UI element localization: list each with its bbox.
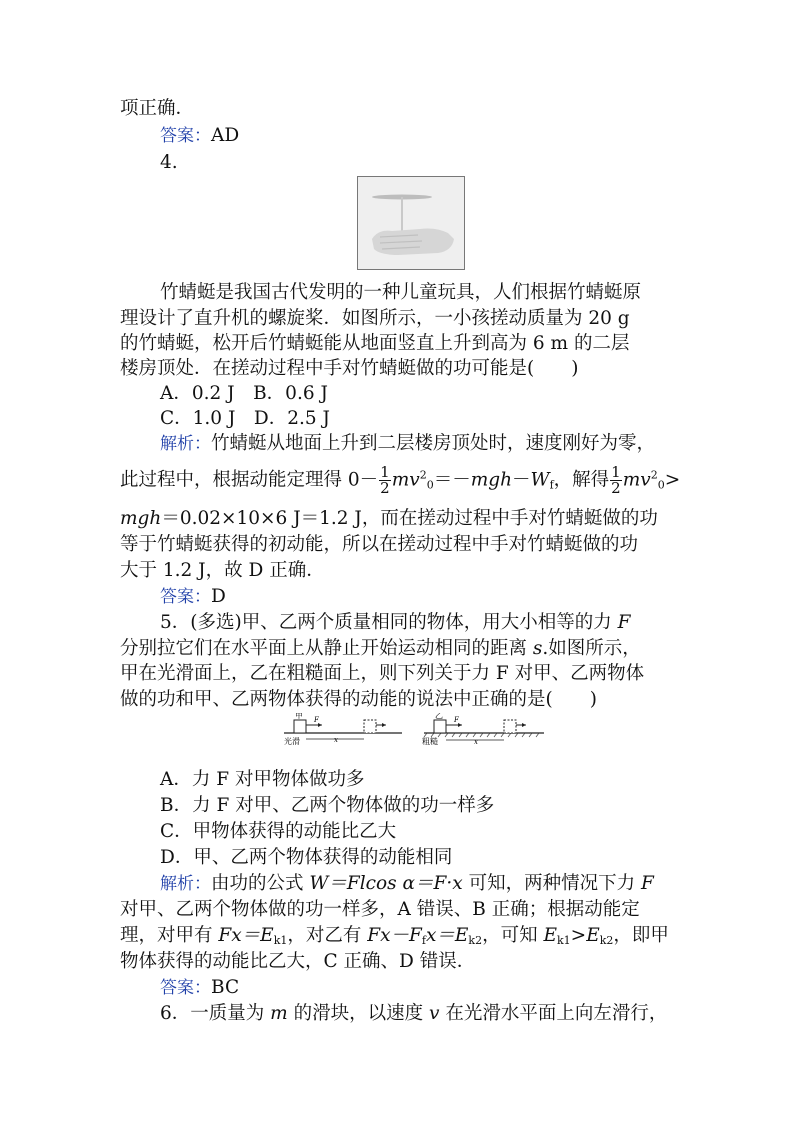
text-line: 等于竹蜻蜓获得的初动能，所以在搓动过程中手对竹蜻蜓做的功 — [120, 534, 639, 555]
label-yi: 乙 — [435, 713, 443, 720]
text-line: 对甲、乙两个物体做的功一样多，A 错误、B 正确；根据动能定 — [120, 899, 640, 920]
text-line: 大于 1.2 J，故 D 正确． — [120, 560, 325, 581]
text-line: 项正确． — [120, 98, 195, 119]
analysis-formula-line: 此过程中，根据动能定理得 0－ $\frac{1}{2}$ $mv^2_0=-mgh-W_f$，解得 $\frac{1}{2}$ $mv^2_0>$ — [120, 463, 681, 497]
option-line: D．甲、乙两个物体获得的动能相同 — [160, 847, 453, 868]
fraction: $\frac{1}{2}$ — [611, 463, 621, 497]
analysis-label: 解析： — [160, 434, 211, 454]
answer-label: 答案： — [160, 587, 211, 607]
analysis-line: 解析：由功的公式 W＝Flcos α＝F·x 可知，两种情况下力 F — [160, 873, 654, 894]
option-line: A．力 F 对甲物体做功多 — [160, 769, 365, 790]
answer-label: 答案： — [160, 126, 211, 146]
rough-surface-diagram — [422, 713, 544, 746]
text-line: 楼房顶处．在搓动过程中手对竹蜻蜓做的功可能是( ) — [120, 358, 579, 379]
text-line: 甲在光滑面上，乙在粗糙面上，则下列关于力 F 对甲、乙两物体 — [120, 663, 645, 684]
text-line: 6．一质量为 m 的滑块，以速度 v 在光滑水平面上向左滑行， — [160, 1003, 668, 1024]
option-line: B．力 F 对甲、乙两个物体做的功一样多 — [160, 795, 495, 816]
text-line: 物体获得的动能比乙大，C 正确、D 错误． — [120, 951, 476, 972]
bamboo-dragonfly-photo — [357, 176, 465, 270]
fraction: $\frac{1}{2}$ — [380, 463, 390, 497]
option-line: A．0.2 J B．0.6 J — [160, 383, 328, 404]
answer-label: 答案： — [160, 978, 211, 998]
analysis-line: 解析：竹蜻蜓从地面上升到二层楼房顶处时，速度刚好为零， — [160, 433, 656, 454]
option-line: C．1.0 J D．2.5 J — [160, 408, 330, 429]
text-line: 分别拉它们在水平面上从静止开始运动相同的距离 s.如图所示， — [120, 638, 641, 659]
label-jia: 甲 — [295, 713, 303, 720]
label-force: F — [454, 716, 459, 724]
label-smooth: 光滑 — [284, 737, 300, 746]
force-diagram — [282, 713, 547, 751]
label-rough: 粗糙 — [422, 737, 438, 746]
label-distance: x — [334, 736, 338, 744]
text-line: 的竹蜻蜓，松开后竹蜻蜓能从地面竖直上升到高为 6 m 的二层 — [120, 333, 630, 354]
text-line: 5．(多选)甲、乙两个质量相同的物体，用大小相等的力 F — [160, 612, 631, 633]
answer-line — [160, 584, 226, 610]
answer-value: D — [211, 586, 226, 607]
answer-line — [160, 123, 239, 149]
text-line: 理，对甲有 $Fx=E_{k1}$，对乙有 $Fx-F_fx=E_{k2}$，可知 $E_{k1}>E_{k2}$，即甲 — [120, 925, 669, 947]
label-distance: x — [474, 738, 478, 746]
question-number: 4. — [160, 152, 178, 173]
text-line: 理设计了直升机的螺旋桨．如图所示，一小孩搓动质量为 20 g — [120, 308, 630, 329]
option-line: C．甲物体获得的动能比乙大 — [160, 821, 397, 842]
answer-value: AD — [211, 125, 240, 146]
answer-value: BC — [211, 977, 240, 998]
analysis-label: 解析： — [160, 874, 211, 894]
label-force: F — [314, 716, 319, 724]
smooth-surface-diagram — [284, 713, 402, 746]
answer-line — [160, 975, 239, 1001]
text-line: mgh＝0.02×10×6 J＝1.2 J，而在搓动过程中手对竹蜻蜓做的功 — [120, 508, 658, 529]
text-line: 做的功和甲、乙两物体获得的动能的说法中正确的是( ) — [120, 689, 597, 710]
text-line: 竹蜻蜓是我国古代发明的一种儿童玩具，人们根据竹蜻蜓原 — [160, 282, 642, 303]
